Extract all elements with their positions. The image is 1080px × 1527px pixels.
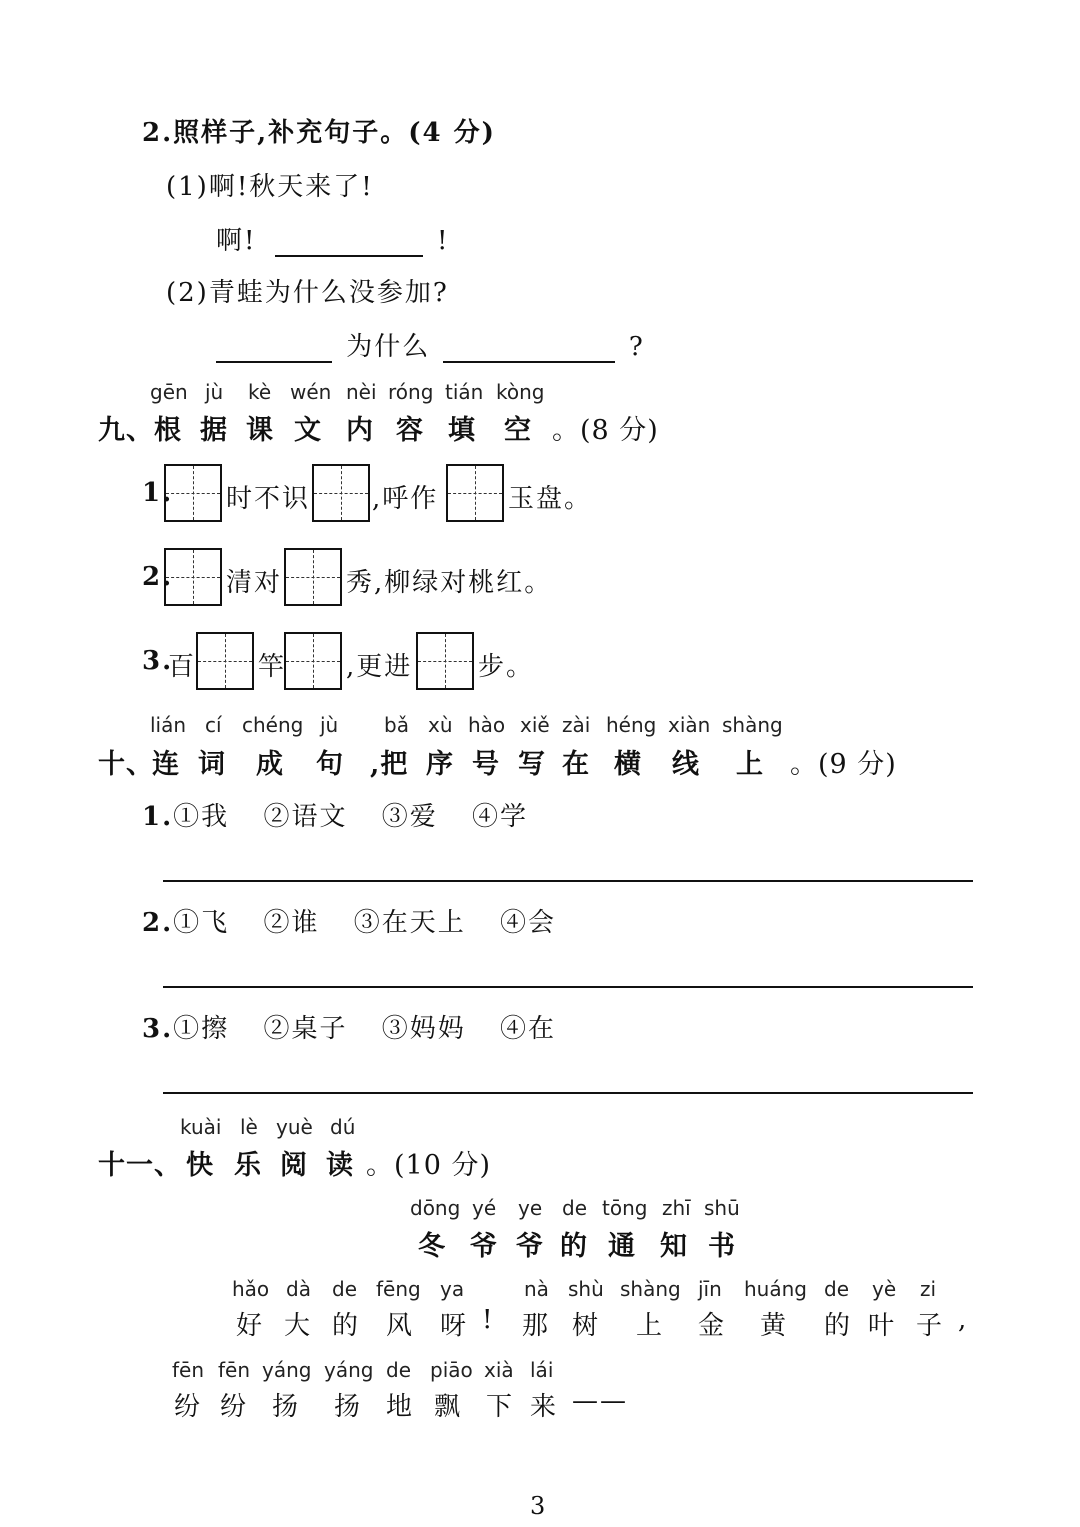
char-box[interactable] — [284, 548, 342, 606]
sentence-item-1: 1.①我 ②语文 ③爱 ④学 — [142, 802, 529, 832]
item-number: 2. — [142, 562, 174, 592]
sentence-item-2: 2.①飞 ②谁 ③在天上 ④会 — [142, 908, 557, 938]
text: 秀,柳绿对桃红。 — [346, 568, 553, 598]
q2-answer-row-1 — [216, 220, 449, 257]
q2-suffix-2: ? — [628, 332, 645, 362]
item-number: 3. — [142, 646, 174, 676]
item-number: 1. — [142, 478, 174, 508]
page-number: 3 — [530, 1492, 546, 1520]
q2-answer-row-2 — [216, 326, 645, 363]
text: 玉盘。 — [508, 484, 593, 514]
q2-prefix: 啊! — [216, 226, 257, 256]
char-box[interactable] — [164, 464, 222, 522]
q2-example-2: (2)青蛙为什么没参加? — [166, 278, 449, 308]
text: 竿 — [258, 652, 287, 682]
text: 百 — [168, 652, 197, 682]
char-box[interactable] — [416, 632, 474, 690]
char-box[interactable] — [446, 464, 504, 522]
sentence-item-3: 3.①擦 ②桌子 ③妈妈 ④在 — [142, 1014, 557, 1044]
answer-blank[interactable] — [275, 229, 423, 257]
answer-line[interactable] — [163, 880, 973, 882]
answer-blank[interactable] — [216, 335, 332, 363]
text: 步。 — [478, 652, 535, 682]
char-box[interactable] — [284, 632, 342, 690]
answer-line[interactable] — [163, 986, 973, 988]
text: 时不识 — [226, 484, 311, 514]
char-box[interactable] — [312, 464, 370, 522]
char-box[interactable] — [196, 632, 254, 690]
q2-title: 2.照样子,补充句子。(4 分) — [142, 118, 496, 148]
q2-suffix: ! — [436, 226, 450, 256]
text: ,更进 — [346, 652, 413, 682]
answer-blank[interactable] — [443, 335, 615, 363]
answer-line[interactable] — [163, 1092, 973, 1094]
char-box[interactable] — [164, 548, 222, 606]
q2-middle: 为什么 — [346, 332, 431, 362]
q2-example-1: (1)啊!秋天来了! — [166, 172, 374, 202]
text: 清对 — [226, 568, 283, 598]
text: ,呼作 — [372, 484, 439, 514]
